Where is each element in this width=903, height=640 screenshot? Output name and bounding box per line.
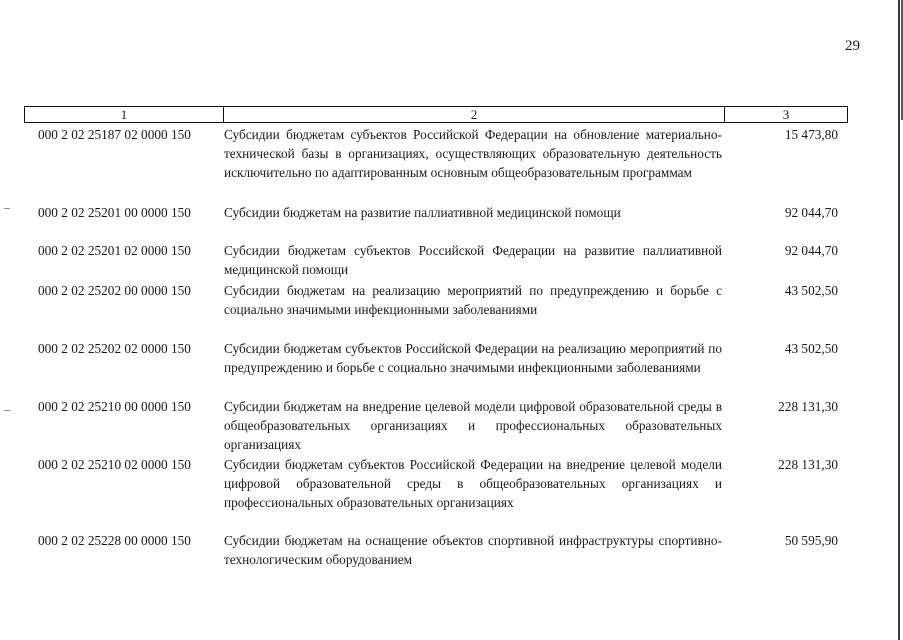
- row-amount: 92 044,70: [784, 243, 838, 258]
- row-description: Субсидии бюджетам на реализацию мероприятий по предупреждению и борьбе с социально значимыми инфекционными заболеваниями: [224, 283, 722, 317]
- row-amount: 228 131,30: [778, 399, 838, 414]
- row-amount: 15 473,80: [784, 127, 838, 142]
- row-description: Субсидии бюджетам на внедрение целевой модели цифровой образовательной среды в общеобразовательных организациях и профессиональных образовательных организациях: [224, 399, 722, 452]
- budget-code: 000 2 02 25202 00 0000 150: [38, 283, 191, 298]
- budget-code: 000 2 02 25210 02 0000 150: [38, 457, 191, 472]
- scan-edge: [898, 0, 900, 640]
- margin-mark: [4, 208, 10, 209]
- page-number: 29: [845, 38, 860, 54]
- row-amount: 43 502,50: [784, 341, 838, 356]
- row-amount: 50 595,90: [784, 533, 838, 548]
- row-description: Субсидии бюджетам субъектов Российской Федерации на обновление материально-технической базы в организациях, осуществляющих образовательную деятельность исключительно по адаптированным основным общеобразовательным программам: [224, 127, 722, 180]
- margin-mark: [4, 410, 10, 411]
- budget-code: 000 2 02 25210 00 0000 150: [38, 399, 191, 414]
- row-amount: 228 131,30: [778, 457, 838, 472]
- row-amount: 43 502,50: [784, 283, 838, 298]
- budget-code: 000 2 02 25228 00 0000 150: [38, 533, 191, 548]
- row-description: Субсидии бюджетам субъектов Российской Федерации на развитие паллиативной медицинской помощи: [224, 243, 722, 277]
- row-description: Субсидии бюджетам на развитие паллиативной медицинской помощи: [224, 205, 621, 220]
- table-header: [24, 106, 848, 123]
- budget-code: 000 2 02 25201 00 0000 150: [38, 205, 191, 220]
- budget-code: 000 2 02 25187 02 0000 150: [38, 127, 191, 142]
- budget-code: 000 2 02 25202 02 0000 150: [38, 341, 191, 356]
- row-description: Субсидии бюджетам субъектов Российской Федерации на внедрение целевой модели цифровой образовательной среды в общеобразовательных организациях и профессиональных образовательных организациях: [224, 457, 722, 510]
- column-header-3: 3: [782, 107, 790, 122]
- row-description: Субсидии бюджетам субъектов Российской Федерации на реализацию мероприятий по предупреждению и борьбе с социально значимыми инфекционными заболеваниями: [224, 341, 722, 375]
- row-description: Субсидии бюджетам на оснащение объектов спортивной инфраструктуры спортивно-технологическим оборудованием: [224, 533, 722, 567]
- column-header-2: 2: [224, 107, 725, 122]
- budget-code: 000 2 02 25201 02 0000 150: [38, 243, 191, 258]
- row-amount: 92 044,70: [784, 205, 838, 220]
- column-header-1: 1: [25, 107, 224, 122]
